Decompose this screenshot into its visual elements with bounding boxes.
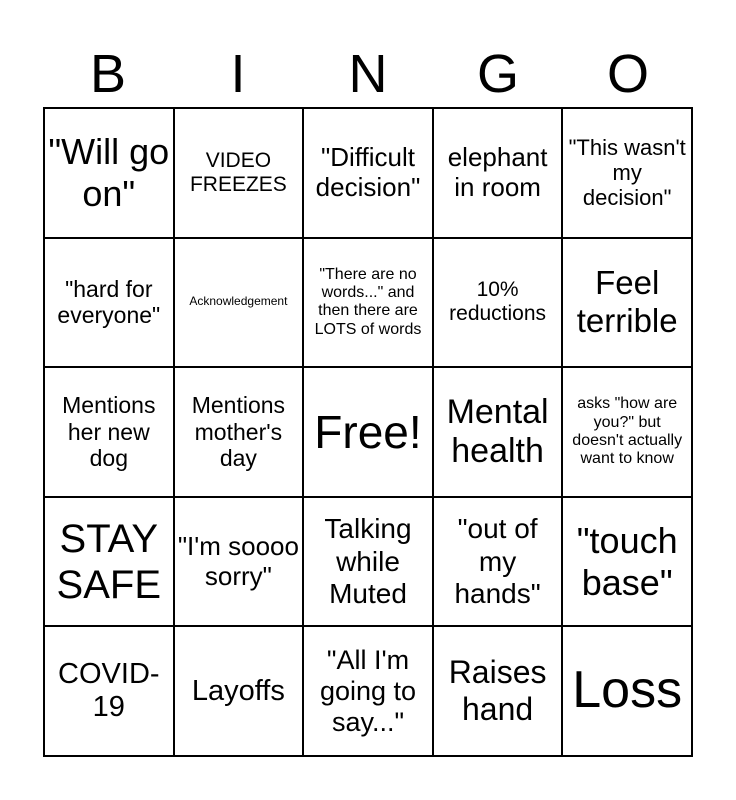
bingo-cell[interactable]: STAY SAFE — [44, 497, 174, 627]
bingo-cell[interactable]: Acknowledgement — [174, 238, 304, 368]
bingo-cell[interactable]: Mentions her new dog — [44, 367, 174, 497]
bingo-cell[interactable]: "touch base" — [562, 497, 692, 627]
bingo-cell[interactable]: COVID-19 — [44, 626, 174, 756]
bingo-cell[interactable]: VIDEO FREEZES — [174, 108, 304, 238]
bingo-cell[interactable]: elephant in room — [433, 108, 563, 238]
header-letter-i: I — [230, 44, 246, 104]
bingo-cell[interactable]: Mentions mother's day — [174, 367, 304, 497]
bingo-cell[interactable]: "out of my hands" — [433, 497, 563, 627]
bingo-cell[interactable]: 10% reductions — [433, 238, 563, 368]
bingo-header — [43, 40, 693, 108]
free-space-cell[interactable]: Free! — [303, 367, 433, 497]
bingo-cell[interactable]: Feel terrible — [562, 238, 692, 368]
bingo-cell[interactable]: Raises hand — [433, 626, 563, 756]
bingo-cell[interactable]: "All I'm going to say..." — [303, 626, 433, 756]
bingo-cell[interactable]: "hard for everyone" — [44, 238, 174, 368]
header-letter-b: B — [89, 44, 127, 104]
bingo-cell[interactable]: Layoffs — [174, 626, 304, 756]
bingo-cell[interactable]: Loss — [562, 626, 692, 756]
header-letter-g: G — [476, 44, 519, 104]
bingo-cell[interactable]: "Difficult decision" — [303, 108, 433, 238]
bingo-cell[interactable]: asks "how are you?" but doesn't actually want to know — [562, 367, 692, 497]
bingo-cell[interactable]: "I'm soooo sorry" — [174, 497, 304, 627]
bingo-cell[interactable]: "There are no words..." and then there are LOTS of words — [303, 238, 433, 368]
bingo-cell[interactable]: Talking while Muted — [303, 497, 433, 627]
header-letter-n: N — [348, 44, 388, 104]
bingo-cell[interactable]: "This wasn't my decision" — [562, 108, 692, 238]
header-letter-o: O — [606, 44, 649, 104]
bingo-grid — [43, 107, 693, 757]
bingo-cell[interactable]: "Will go on" — [44, 108, 174, 238]
bingo-cell[interactable]: Mental health — [433, 367, 563, 497]
